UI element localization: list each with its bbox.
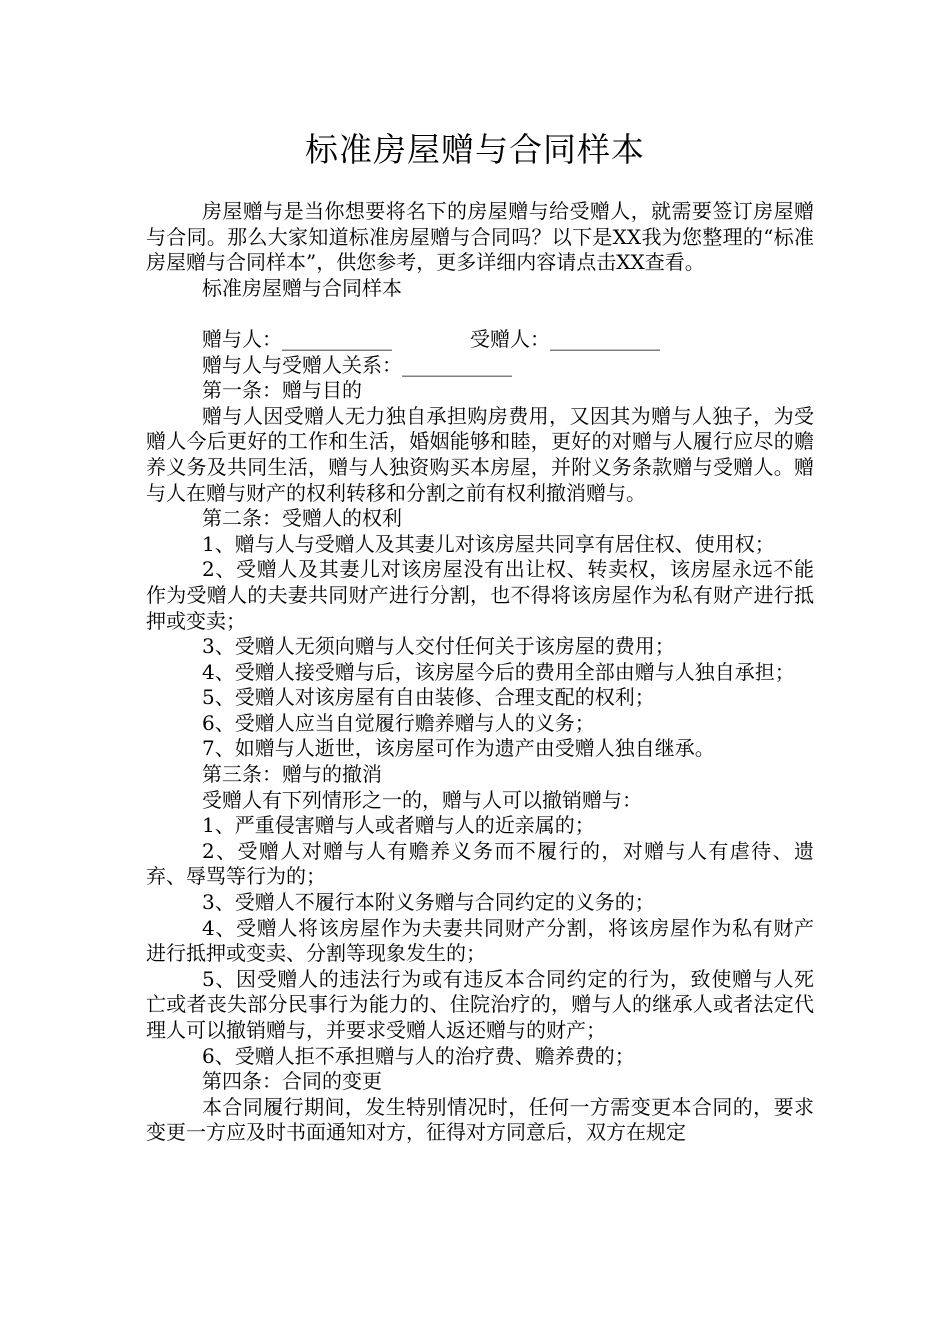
article2-item-2: 2、受赠人及其妻儿对该房屋没有出让权、转卖权，该房屋永远不能作为受赠人的夫妻共同财产进行分割，也不得将该房屋作为私有财产进行抵押或变卖；: [146, 557, 814, 633]
article3-item-6: 6、受赠人拒不承担赠与人的治疗费、赡养费的；: [202, 1043, 635, 1068]
article1-heading: 第一条：赠与目的: [202, 378, 362, 403]
article3-lead: 受赠人有下列情形之一的，赠与人可以撤销赠与：: [202, 787, 642, 812]
subtitle-line: 标准房屋赠与合同样本: [202, 275, 402, 300]
article4-heading: 第四条：合同的变更: [202, 1069, 382, 1094]
article1-text: 赠与人因受赠人无力独自承担购房费用，又因其为赠与人独子，为受赠人今后更好的工作和生活，婚姻能够和睦，更好的对赠与人履行应尽的赡养义务及共同生活，赠与人独资购买本房屋，并附义务条款赠与受赠人。赠与人在赠与财产的权利转移和分割之前有权利撤消赠与。: [146, 403, 814, 505]
article3-item-3: 3、受赠人不履行本附义务赠与合同约定的义务的；: [202, 890, 655, 915]
article2-item-4: 4、受赠人接受赠与后，该房屋今后的费用全部由赠与人独自承担；: [202, 659, 795, 684]
article3-item-5: 5、因受赠人的违法行为或有违反本合同约定的行为，致使赠与人死亡或者丧失部分民事行为能力的、住院治疗的，赠与人的继承人或者法定代理人可以撤销赠与，并要求受赠人返还赠与的财产；: [146, 966, 814, 1042]
donee-field: 受赠人：___________: [470, 326, 660, 351]
article2-item-1: 1、赠与人与受赠人及其妻儿对该房屋共同享有居住权、使用权；: [202, 531, 775, 556]
relation-row: [146, 353, 814, 379]
article2-item-5: 5、受赠人对该房屋有自由装修、合理支配的权利；: [202, 685, 655, 710]
article2-item-7: 7、如赠与人逝世，该房屋可作为遗产由受赠人独自继承。: [202, 736, 715, 761]
document-body: [146, 199, 814, 1146]
article2-heading: 第二条：受赠人的权利: [202, 506, 402, 531]
article3-item-4: 4、受赠人将该房屋作为夫妻共同财产分割，将该房屋作为私有财产进行抵押或变卖、分割等现象发生的；: [146, 915, 814, 966]
article3-item-1: 1、严重侵害赠与人或者赠与人的近亲属的；: [202, 813, 595, 838]
article3-heading: 第三条：赠与的撤消: [202, 762, 382, 787]
article2-item-3: 3、受赠人无须向赠与人交付任何关于该房屋的费用；: [202, 634, 675, 659]
relation-field: 赠与人与受赠人关系：___________: [202, 352, 512, 377]
article2-item-6: 6、受赠人应当自觉履行赡养赠与人的义务；: [202, 710, 595, 735]
article3-item-2: 2、受赠人对赠与人有赡养义务而不履行的，对赠与人有虐待、遗弃、辱骂等行为的；: [146, 838, 814, 889]
blank-line: [146, 301, 814, 327]
intro-paragraph: 房屋赠与是当你想要将名下的房屋赠与给受赠人，就需要签订房屋赠与合同。那么大家知道标准房屋赠与合同吗？以下是XX我为您整理的“标准房屋赠与合同样本”，供您参考，更多详细内容请点击XX查看。: [146, 199, 814, 275]
document-title: 标准房屋赠与合同样本: [305, 130, 645, 169]
article4-text: 本合同履行期间，发生特别情况时，任何一方需变更本合同的，要求变更一方应及时书面通知对方，征得对方同意后，双方在规定: [146, 1094, 814, 1145]
parties-row: [146, 327, 814, 353]
donor-field: 赠与人：___________: [202, 326, 392, 351]
